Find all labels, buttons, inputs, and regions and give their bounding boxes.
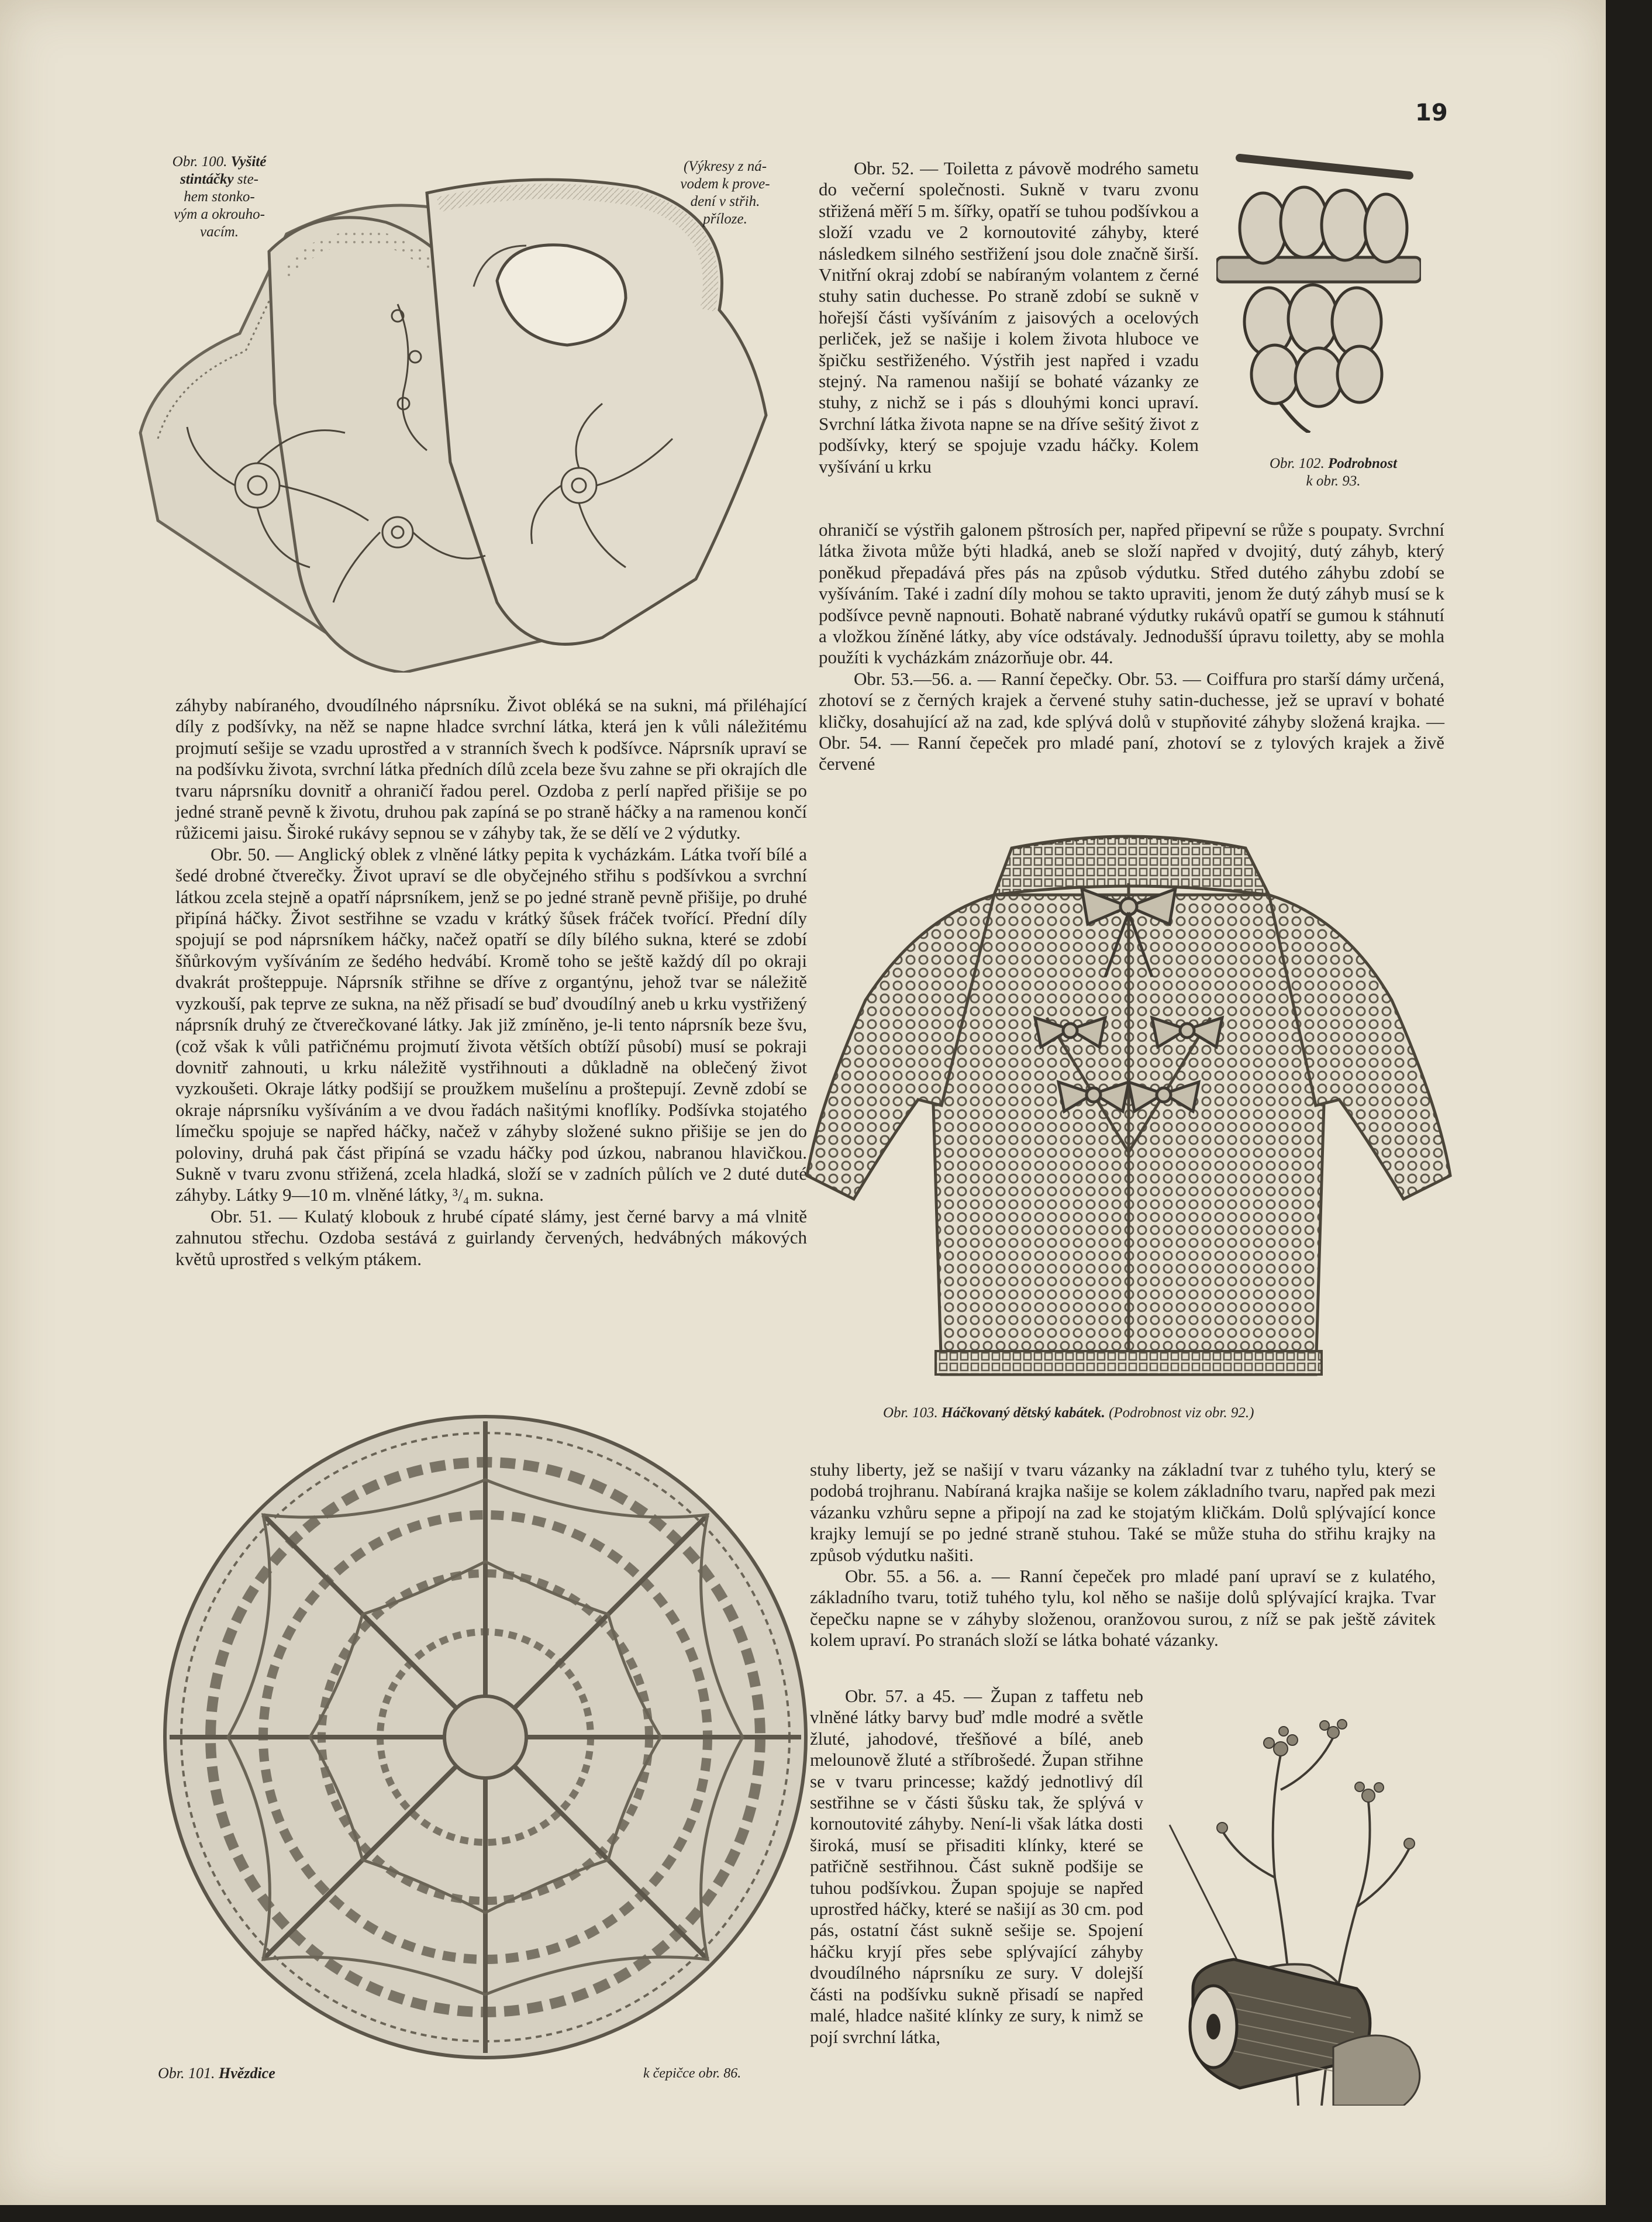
- figure-100-caption: [134, 153, 304, 241]
- figure-101-caption-left: [158, 2065, 275, 2082]
- caption-100-line-3: hem stonko-: [184, 189, 255, 205]
- note-line-4: příloze.: [703, 211, 747, 227]
- left-column-top: [175, 695, 807, 1270]
- left-paragraph-1: záhyby nabíraného, dvoudílného náprsníku. Život obléká se na sukni, má přiléhající díly z podšívky, na něž se napne hladce svrchní látka, která jen k vůli náležitému projmutí sešije se vzadu uprostřed a v stranních švech k podšívce. Náprsník upraví se na podšívku života, svrchní látka předních dílů zcela beze švu zahne se při okrajích dle tvaru náprsníku dovnitř a ohraničí řadou perel. Ozdoba z perlí napřed přišije se po jedné straně pevně k životu, druhou pak zapíná se po straně háčky a na ramenou končí růžicemi jaisu. Široké rukávy sepnou se v záhyby tak, že se dělí ve 2 výdutky.: [175, 695, 807, 843]
- caption-103-subtitle: (Podrobnost viz obr. 92.): [1109, 1405, 1254, 1421]
- caption-101-title: Hvězdice: [219, 2065, 275, 2082]
- right-paragraph-obr55: Obr. 55. a 56. a. — Ranní čepeček pro mladé paní upraví se z kulatého, základního tvaru, totiž tuhého tylu, kol něho se našije dolů splývající krajka. Tvar čepečku napne se v záhyby složenou, oranžovou surou, z níž se pak ještě závitek kolem upraví. Po stranách složí se látka bohaté vázanky.: [810, 1566, 1436, 1651]
- caption-100-title-2: stintáčky: [180, 171, 234, 187]
- star-doily-illustration: [158, 1410, 813, 2065]
- figure-101-caption-right: [643, 2066, 741, 2082]
- right-paragraph-obr52: Obr. 52. — Toiletta z pávově modrého sametu do večerní společnosti. Sukně v tvaru zvonu střižená měří 5 m. šířky, opatří se tuhou podšívkou a složí vzadu ve 2 kornoutovité záhyby, které následkem silného sestřižení jsou dole značně širší. Vnitřní okraj zdobí se nabíraným volantem z černé stuhy satin duchesse. Po straně zdobí se sukně v hořejší části vyšíváním z jaisových a ocelových perliček, jež se našije i kolem života hluboce ve špičku sestřiženého. Výstřih jest napřed i vzadu stejný. Na ramenou našijí se bohaté vázanky ze stuhy, z nichž se i pás s dlouhými konci upraví. Svrchní látka života napne se na dříve sešitý život z podšívky, který se spojuje vzadu háčky. Kolem vyšívání u krku: [819, 158, 1199, 477]
- crochet-jacket-illustration: [801, 825, 1456, 1398]
- left-paragraph-2: Obr. 50. — Anglický oblek z vlněné látky pepita k vycházkám. Látka tvoří bílé a šedé drobné čtverečky. Život upraví se dle obyčejného střihu s podšívkou a svrchní látkou zcela stejně a opatří náprsníkem, jenž se po jedné straně pevně přišije, po druhé připíná háčky. Život sestřihne se vzadu v krátký šůsek fráček tvořící. Přední díly spojují se pod náprsníkem háčky, načež opatří se díly bílého sukna, které se zdobí šňůrkovým vyšíváním ze šedého hedvábí. Kromě toho se ještě každý díl po okraji dvakrát prošteppuje. Náprsník střihne se dříve z organtýnu, jehož tvar se náležitě vyzkouší, pak teprve ze sukna, na něž přisadí se buď dvoudílný aneb u krku vystřižený náprsník druhý ze čtverečkované látky. Jak již zmíněno, je-li tento náprsník beze švu, (což však k vůli patřičnému projmutí života větších obtíží působí) musí se pokraji dovnitř zahnouti, u krku náležitě vystřihnouti a důkladně na oblečený život vyzkoušeti. Okraje látky podšijí se proužkem mušelínu a proštepují. Zevně zdobí se okraje náprsníku vyšíváním a ve dvou řadách našitými knoflíky. Podšívka stojatého límečku spojuje se napřed háčky, načež v záhyby složené sukno přišije se jen do poloviny, druhá pak část připíná se vzadu háčky pod úzkou, nabranou hlavičkou. Sukně v tvaru zvonu střižená, zcela hladká, složí se v zadních půlích ve 2 duté duté záhyby. Látky 9—10 m. vlněné látky, ³/₄ m. sukna.: [175, 843, 807, 1205]
- right-column-top-narrow: [819, 158, 1199, 477]
- right-column-top-wide: [819, 519, 1444, 775]
- right-column-bottom-wide: [810, 1459, 1436, 1651]
- figure-star-doily: [158, 1410, 813, 2065]
- left-paragraph-3: Obr. 51. — Kulatý klobouk z hrubé cípaté slámy, jest černé barvy a má vlnitě zahnutou střechu. Ozdoba sestává z guirlandy červených, hedvábných mákových květů uprostřed s velkým ptákem.: [175, 1205, 807, 1269]
- caption-100-title: Vyšité: [230, 154, 267, 170]
- figure-102-caption: [1228, 455, 1439, 490]
- spool-flowers-illustration: [1158, 1684, 1444, 2106]
- caption-102-title: Podrobnost: [1327, 456, 1398, 471]
- caption-100-line-5: vacím.: [200, 224, 239, 240]
- figure-crochet-jacket: [801, 825, 1456, 1398]
- figure-spool-flowers: [1158, 1684, 1444, 2106]
- caption-103-title: Háčkovaný dětský kabátek.: [941, 1405, 1105, 1421]
- caption-101-subtitle: k čepičce obr. 86.: [643, 2066, 741, 2081]
- note-line-2: vodem k prove-: [680, 176, 770, 192]
- figure-103-caption: [883, 1405, 1409, 1421]
- right-paragraph-obr53: Obr. 53.—56. a. — Ranní čepečky. Obr. 53. — Coiffura pro starší dámy určená, zhotoví se z černých krajek a červené stuhy satin-duchesse, jež se upraví v bohaté kličky, dosahující až na zad, kde splývá dolů v stupňovité záhyby složená krajka. — Obr. 54. — Ranní čepeček pro mladé paní, zhotoví se z tylových krajek a živě červené: [819, 668, 1444, 774]
- page-number: 19: [1415, 99, 1448, 126]
- drawings-note: [661, 158, 789, 228]
- caption-103-number: Obr. 103.: [883, 1405, 938, 1421]
- note-line-1: (Výkresy z ná-: [683, 159, 767, 174]
- caption-100-line-4: vým a okrouho-: [174, 206, 265, 222]
- caption-100-number: Obr. 100.: [172, 154, 227, 170]
- crochet-detail-illustration: [1216, 152, 1421, 433]
- note-line-3: dení v střih.: [690, 194, 760, 209]
- caption-102-number: Obr. 102.: [1269, 456, 1325, 471]
- caption-102-subtitle: k obr. 93.: [1306, 473, 1361, 489]
- right-paragraph-liberty: stuhy liberty, jež se našijí v tvaru vázanky na základní tvar z tuhého tylu, který se podobá trojhranu. Nabíraná krajka našije se kolem základního tvaru, napřed pak mezi vázanku vzhůru sepne a připojí na zad ke stojatým kličkám. Dolů splývající konce krajky lemují se po jedné straně stuhou. Také se může stuha do střihu krajky na způsob výdutku našiti.: [810, 1459, 1436, 1565]
- figure-crochet-detail: [1216, 152, 1421, 433]
- right-column-bottom-narrow: [810, 1686, 1143, 2048]
- caption-101-number: Obr. 101.: [158, 2065, 215, 2082]
- caption-100-line-2: ste-: [237, 171, 259, 187]
- right-paragraph-obr52-cont: ohraničí se výstřih galonem pštrosích per, napřed připevní se růže s poupaty. Svrchní látka života může býti hladká, aneb se složí napřed v dvojitý, dutý záhyb, který poněkud přepadává přes pás na způsob výdutku. Střed dutého záhybu zdobí se vyšíváním. Také i zadní díly mohou se takto upraviti, jenom že dutý záhyb musí se k podšívce pevně napnouti. Bohatě nabrané výdutky rukávů opatří se gumou k stáhnutí a vložkou žíněné látky, aby více odstávaly. Jednodušší úpravu toiletty, aby se mohla použíti k vycházkám znázorňuje obr. 44.: [819, 519, 1444, 668]
- right-paragraph-obr57: Obr. 57. a 45. — Župan z taffetu neb vlněné látky barvy buď mdle modré a světle žluté, jahodové, třešňové a bílé, aneb melounově žluté a stříbrošedé. Župan střihne se v tvaru princesse; každý jednotlivý díl sestřihne se v části šůsku tak, že splývá v kornoutovité záhyby. Není-li však látka dosti široká, musí se přisaditi klínky, které se patřičně sestřihnou. Část sukně podšije se tuhou podšívkou. Župan spojuje se napřed uprostřed háčky, které se našijí as 30 cm. pod pás, ostatní část sukně sešije se. Spojení háčku kryjí přes sebe splývající záhyby dvoudílného náprsníku ze sury. V dolejší části na podšívku sukně přisadí se napřed malé, hladce našité klínky ze sury, k nimž se pojí svrchní látka,: [810, 1686, 1143, 2047]
